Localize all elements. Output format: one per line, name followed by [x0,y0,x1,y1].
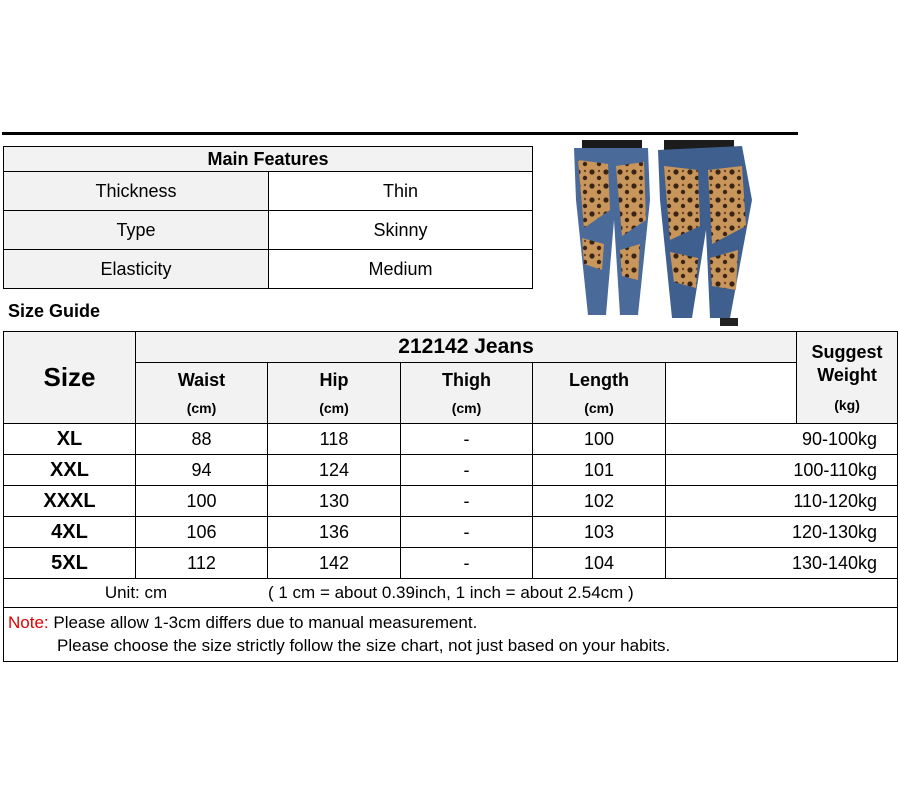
note-label: Note: [8,613,49,632]
thigh-cell: - [401,517,533,548]
note-row [4,608,898,662]
length-cell: 100 [533,424,666,455]
unit-cell [4,579,898,608]
feature-row-type [4,211,533,250]
thigh-cell: - [401,455,533,486]
feature-value: Skinny [269,211,533,250]
weight-cell: 130-140kg [666,548,898,579]
thigh-cell: - [401,424,533,455]
length-header [533,363,666,424]
note-line2: Please choose the size strictly follow the size chart, not just based on your habits. [57,636,671,655]
column-label: Hip [319,370,349,390]
length-cell: 103 [533,517,666,548]
product-header: 212142 Jeans [136,332,797,363]
hip-cell: 124 [268,455,401,486]
hip-header [268,363,401,424]
product-photo [560,140,767,326]
unit-label: Unit: cm [104,583,168,602]
note-line1: Please allow 1-3cm differs due to manual measurement. [53,613,478,632]
feature-label: Elasticity [4,250,269,289]
length-cell: 101 [533,455,666,486]
size-cell: XL [4,424,136,455]
unit-row [4,579,898,608]
waist-cell: 88 [136,424,268,455]
thigh-cell: - [401,486,533,517]
size-cell: XXL [4,455,136,486]
column-unit: (cm) [451,399,482,416]
main-features-table [3,146,533,289]
column-unit: (cm) [584,399,614,416]
unit-conversion: ( 1 cm = about 0.39inch, 1 inch = about 2.54cm ) [268,583,634,602]
weight-header-line2: Weight [817,365,877,386]
size-guide-title: Size Guide [8,301,101,321]
main-features-title: Main Features [4,147,533,172]
measure-header-row [4,363,898,424]
size-guide-table [3,331,898,662]
feature-label: Thickness [4,172,269,211]
main-features-header [4,147,533,172]
table-row [4,455,898,486]
size-cell: 5XL [4,548,136,579]
column-label: Waist [177,370,226,390]
top-divider [2,132,798,135]
thigh-cell: - [401,548,533,579]
hip-cell: 142 [268,548,401,579]
table-row [4,424,898,455]
length-cell: 104 [533,548,666,579]
waist-cell: 112 [136,548,268,579]
hip-cell: 118 [268,424,401,455]
weight-column-header [797,332,898,424]
feature-row-elasticity [4,250,533,289]
thigh-header [401,363,533,424]
hip-cell: 136 [268,517,401,548]
note-cell [4,608,898,662]
weight-cell: 120-130kg [666,517,898,548]
feature-value: Thin [269,172,533,211]
feature-label: Type [4,211,269,250]
waist-cell: 100 [136,486,268,517]
weight-cell: 100-110kg [666,455,898,486]
weight-header-line1: Suggest [811,342,883,363]
jeans-illustration [560,140,767,326]
weight-header-unit: (kg) [834,396,860,413]
column-label: Thigh [442,370,491,390]
waist-cell: 94 [136,455,268,486]
length-cell: 102 [533,486,666,517]
waist-header [136,363,268,424]
hip-cell: 130 [268,486,401,517]
size-cell: XXXL [4,486,136,517]
size-cell: 4XL [4,517,136,548]
table-row [4,517,898,548]
feature-row-thickness [4,172,533,211]
waist-cell: 106 [136,517,268,548]
size-column-header: Size [4,332,136,424]
column-label: Length [569,370,629,390]
feature-value: Medium [269,250,533,289]
column-unit: (cm) [186,399,217,416]
weight-cell: 90-100kg [666,424,898,455]
column-unit: (cm) [319,399,349,416]
size-header-row [4,332,898,363]
weight-cell: 110-120kg [666,486,898,517]
table-row [4,548,898,579]
table-row [4,486,898,517]
